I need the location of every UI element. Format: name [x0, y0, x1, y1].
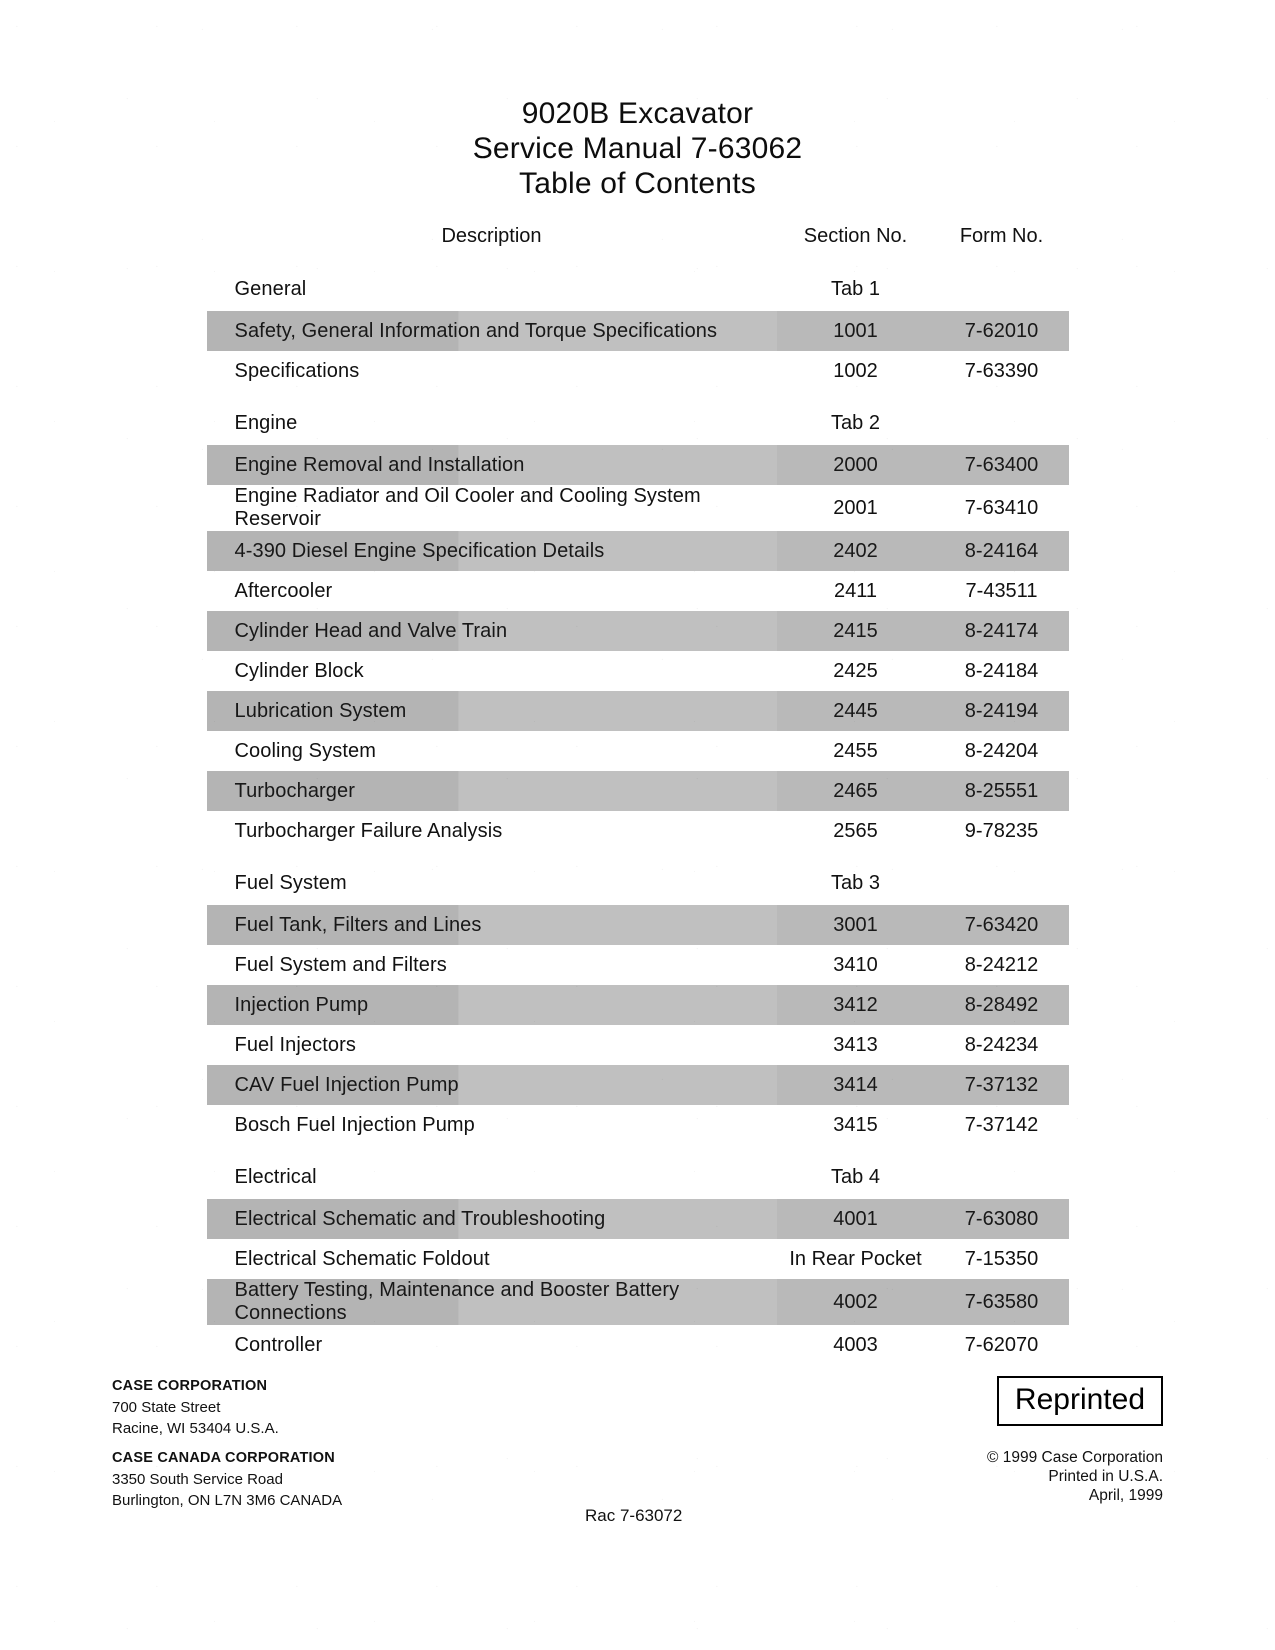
- address-spacer: [112, 1439, 342, 1448]
- copyright-line-date: April, 1999: [1088, 1487, 1163, 1504]
- column-header-section-no: Section No.: [803, 224, 908, 247]
- footer-addresses: [112, 1376, 342, 1511]
- toc-entry-row[interactable]: [207, 1199, 1069, 1239]
- cell-form-no: 7-62070: [964, 1333, 1039, 1356]
- cell-form-no: 8-24204: [964, 739, 1039, 762]
- cell-section-no: 2415: [777, 611, 935, 651]
- us-company-name: CASE CORPORATION: [112, 1378, 268, 1394]
- cell-description: Battery Testing, Maintenance and Booster Battery Connections: [207, 1279, 777, 1325]
- toc-entry-row[interactable]: [207, 731, 1069, 771]
- page-title: [0, 0, 1275, 201]
- toc-entry-row[interactable]: [207, 1239, 1069, 1279]
- cell-form-no: 8-24164: [935, 531, 1069, 571]
- cell-description: Cylinder Head and Valve Train: [207, 611, 777, 651]
- cell-description: Controller: [234, 1333, 323, 1356]
- cell-description: Safety, General Information and Torque Specifications: [207, 311, 777, 351]
- cell-description: Electrical Schematic and Troubleshooting: [207, 1199, 777, 1239]
- cell-description: Specifications: [234, 359, 360, 382]
- cell-section-no: 2402: [777, 531, 935, 571]
- footer-right-block: [843, 1376, 1163, 1505]
- toc-entry-row[interactable]: [207, 611, 1069, 651]
- cell-form-no: 7-63410: [964, 496, 1039, 519]
- toc-entry-row[interactable]: [207, 351, 1069, 391]
- cell-description: Engine: [234, 411, 298, 434]
- toc-entry-row[interactable]: [207, 771, 1069, 811]
- cell-description: Fuel System: [234, 871, 347, 894]
- cell-form-no: 8-24184: [964, 659, 1039, 682]
- toc-entry-row[interactable]: [207, 1025, 1069, 1065]
- reprinted-badge: Reprinted: [997, 1376, 1163, 1426]
- cell-description: Fuel Tank, Filters and Lines: [207, 905, 777, 945]
- toc-group-row[interactable]: [207, 1145, 1069, 1199]
- cell-description: Fuel System and Filters: [234, 953, 447, 976]
- cell-section-no: 3001: [777, 905, 935, 945]
- cell-form-no: [935, 851, 1069, 905]
- cell-form-no: 7-63390: [964, 359, 1039, 382]
- table-body: [207, 257, 1069, 1365]
- cell-form-no: 8-24212: [964, 953, 1039, 976]
- toc-entry-row[interactable]: [207, 1105, 1069, 1145]
- cell-section-no: 3413: [833, 1033, 878, 1056]
- cell-section-no: 2425: [833, 659, 878, 682]
- cell-form-no: 8-28492: [935, 985, 1069, 1025]
- toc-group-row[interactable]: [207, 257, 1069, 311]
- cell-description: Engine Radiator and Oil Cooler and Cooling System Reservoir: [234, 485, 701, 530]
- cell-form-no: [935, 391, 1069, 445]
- toc-entry-row[interactable]: [207, 985, 1069, 1025]
- toc-entry-row[interactable]: [207, 811, 1069, 851]
- column-header-description: Description: [441, 224, 542, 247]
- us-company-city: Racine, WI 53404 U.S.A.: [112, 1420, 279, 1437]
- toc-entry-row[interactable]: [207, 1279, 1069, 1325]
- toc-entry-row[interactable]: [207, 571, 1069, 611]
- cell-section-no: 3412: [777, 985, 935, 1025]
- cell-section-no: 2565: [833, 819, 878, 842]
- cell-description: CAV Fuel Injection Pump: [207, 1065, 777, 1105]
- cell-description: Turbocharger Failure Analysis: [234, 819, 503, 842]
- toc-entry-row[interactable]: [207, 1065, 1069, 1105]
- title-line-manual: Service Manual 7-63062: [472, 132, 803, 165]
- cell-form-no: 7-43511: [965, 579, 1038, 602]
- cell-description: Bosch Fuel Injection Pump: [234, 1113, 475, 1136]
- cell-form-no: 7-37132: [935, 1065, 1069, 1105]
- cell-section-no: 4002: [777, 1279, 935, 1325]
- cell-section-no: 2455: [833, 739, 878, 762]
- copyright-line-corp: © 1999 Case Corporation: [987, 1449, 1163, 1466]
- cell-form-no: 7-63080: [935, 1199, 1069, 1239]
- cell-form-no: 7-63420: [935, 905, 1069, 945]
- cell-form-no: [935, 1145, 1069, 1199]
- cell-section-no: 1001: [777, 311, 935, 351]
- cell-section-no: 4003: [833, 1333, 878, 1356]
- cell-description: Electrical Schematic Foldout: [234, 1247, 490, 1270]
- cell-form-no: 7-62010: [935, 311, 1069, 351]
- cell-description: 4-390 Diesel Engine Specification Details: [207, 531, 777, 571]
- cell-section-no: Tab 4: [831, 1165, 880, 1188]
- toc-entry-row[interactable]: [207, 311, 1069, 351]
- toc-entry-row[interactable]: [207, 1325, 1069, 1365]
- copyright-line-printed: Printed in U.S.A.: [1048, 1468, 1163, 1485]
- rac-number: Rac 7-63072: [585, 1506, 683, 1525]
- cell-description: Lubrication System: [207, 691, 777, 731]
- toc-entry-row[interactable]: [207, 691, 1069, 731]
- cell-form-no: 7-15350: [964, 1247, 1039, 1270]
- cell-description: Turbocharger: [207, 771, 777, 811]
- us-company-street: 700 State Street: [112, 1399, 221, 1416]
- cell-description: Cylinder Block: [234, 659, 364, 682]
- cell-section-no: 3414: [777, 1065, 935, 1105]
- cell-section-no: 1002: [833, 359, 878, 382]
- cell-form-no: 8-24234: [964, 1033, 1039, 1056]
- cell-form-no: [935, 257, 1069, 311]
- cell-section-no: 2001: [833, 496, 878, 519]
- canada-company-street: 3350 South Service Road: [112, 1471, 283, 1488]
- cell-section-no: In Rear Pocket: [789, 1247, 922, 1270]
- toc-entry-row[interactable]: [207, 485, 1069, 531]
- toc-entry-row[interactable]: [207, 531, 1069, 571]
- cell-section-no: 4001: [777, 1199, 935, 1239]
- toc-entry-row[interactable]: [207, 905, 1069, 945]
- table-header-row: [207, 215, 1069, 257]
- cell-form-no: 8-24194: [935, 691, 1069, 731]
- cell-form-no: 7-63400: [935, 445, 1069, 485]
- title-line-toc: Table of Contents: [519, 167, 756, 200]
- title-line-model: 9020B Excavator: [521, 97, 754, 130]
- cell-section-no: 2465: [777, 771, 935, 811]
- canada-company-name: CASE CANADA CORPORATION: [112, 1450, 335, 1466]
- cell-description: Injection Pump: [207, 985, 777, 1025]
- cell-description: General: [234, 277, 307, 300]
- cell-section-no: 2411: [833, 579, 877, 602]
- toc-group-row[interactable]: [207, 851, 1069, 905]
- cell-description: Fuel Injectors: [234, 1033, 356, 1056]
- cell-description: Electrical: [234, 1165, 317, 1188]
- table-of-contents: [207, 215, 1069, 1365]
- toc-entry-row[interactable]: [207, 445, 1069, 485]
- cell-form-no: 8-24174: [935, 611, 1069, 651]
- cell-section-no: Tab 1: [831, 277, 880, 300]
- toc-entry-row[interactable]: [207, 651, 1069, 691]
- cell-section-no: 3415: [833, 1113, 878, 1136]
- cell-section-no: Tab 2: [831, 411, 880, 434]
- cell-form-no: 7-63580: [935, 1279, 1069, 1325]
- cell-form-no: 8-25551: [935, 771, 1069, 811]
- cell-description: Aftercooler: [234, 579, 333, 602]
- cell-description: Engine Removal and Installation: [207, 445, 777, 485]
- cell-form-no: 7-37142: [964, 1113, 1039, 1136]
- toc-group-row[interactable]: [207, 391, 1069, 445]
- page-footer: [0, 1376, 1275, 1546]
- column-header-form-no: Form No.: [959, 224, 1044, 247]
- cell-form-no: 9-78235: [964, 819, 1039, 842]
- copyright-block: [843, 1448, 1163, 1505]
- canada-company-city: Burlington, ON L7N 3M6 CANADA: [112, 1492, 343, 1509]
- cell-description: Cooling System: [234, 739, 376, 762]
- cell-section-no: 3410: [833, 953, 878, 976]
- cell-section-no: 2000: [777, 445, 935, 485]
- cell-section-no: 2445: [777, 691, 935, 731]
- toc-entry-row[interactable]: [207, 945, 1069, 985]
- cell-section-no: Tab 3: [831, 871, 880, 894]
